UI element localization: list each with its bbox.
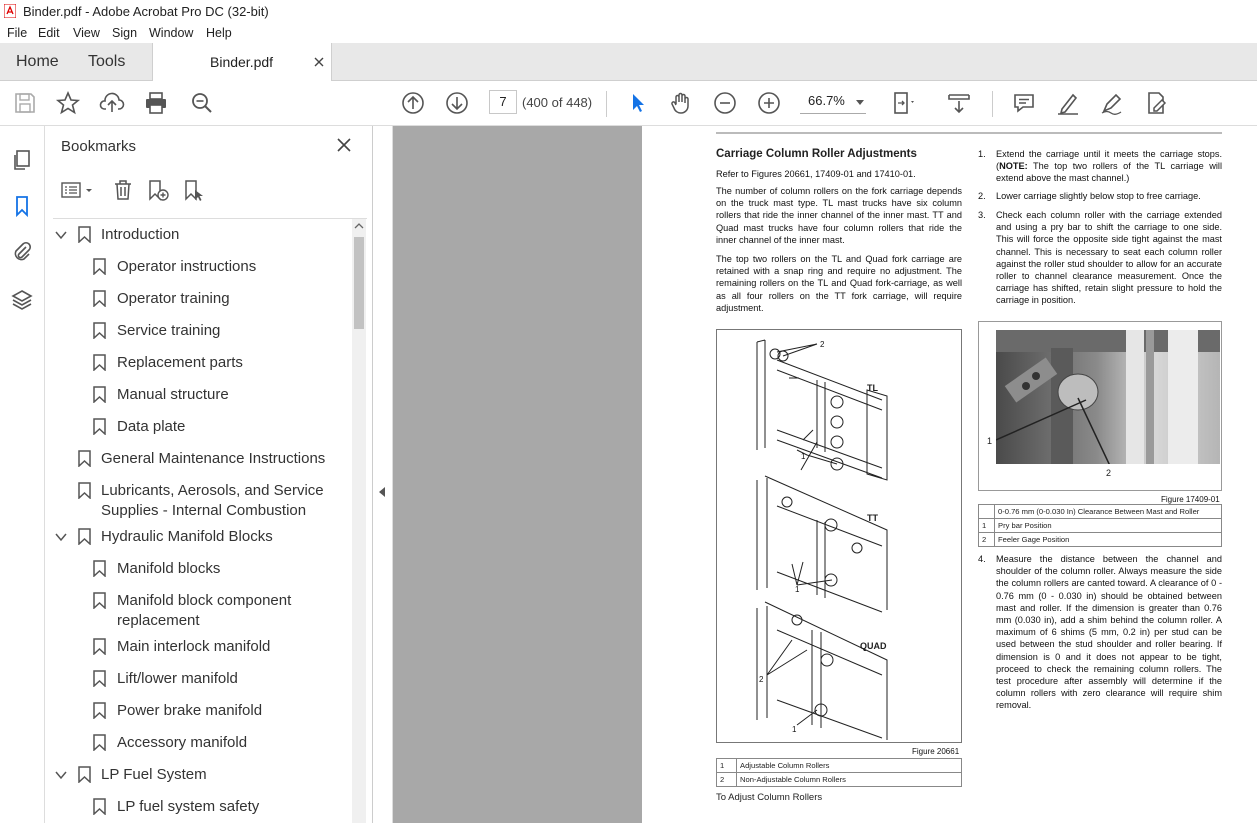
step-number: 3.	[978, 210, 986, 220]
bookmark-icon	[78, 450, 91, 467]
bookmark-replacement-parts[interactable]	[91, 353, 355, 375]
bookmark-introduction[interactable]	[55, 225, 355, 247]
bookmark-lp-fuel-system[interactable]	[55, 765, 355, 787]
menu-view[interactable]: View	[73, 26, 100, 40]
callout-2: 2	[1106, 468, 1112, 478]
bookmark-label: General Maintenance Instructions	[101, 450, 326, 467]
step-number: 2.	[978, 191, 986, 201]
tab-home[interactable]: Home	[16, 53, 59, 70]
pdf-page[interactable]	[642, 126, 1257, 823]
legend-text: Adjustable Column Rollers	[737, 759, 962, 773]
figure-label-tl: TL	[867, 383, 878, 393]
layers-icon[interactable]	[10, 288, 34, 312]
legend-num	[979, 505, 995, 519]
figure-label-tt: TT	[867, 513, 878, 523]
close-panel-icon[interactable]	[335, 136, 353, 154]
bookmark-lp-fuel-safety[interactable]	[91, 797, 355, 819]
step-1-text: Extend the carriage until it meets the carriage stops. (NOTE: The top two rollers of the TL carriage will extend above the mast channel.)	[996, 149, 1222, 184]
figure-20661	[716, 329, 962, 743]
svg-text:1: 1	[795, 585, 800, 594]
bookmark-label: Accessory manifold	[117, 734, 248, 751]
bookmark-icon	[78, 528, 91, 545]
bookmark-icon	[78, 482, 91, 499]
bookmark-label: Lift/lower manifold	[117, 670, 238, 687]
step-4-text: Measure the distance between the channel and shoulder of the column roller. Always measure the side the column rollers are canted toward. A clearance of 0 - 0.76 mm (0 - 0.030 in) should be obtained between mast and roller. If the dimension is greater than 0.76 mm (0.030 in), add a shim behind the column roller. A maximum of 6 shims (5 mm, 0.2 in) per stud can be used between the stud shoulder and roller bearing. If dimension is 0 and it does not appear to be tight, proceed to check the remaining column rollers. The test procedure after assembly will determine if the column rollers with zero clearance will require shim removal.	[996, 554, 1222, 711]
zoom-out-icon[interactable]	[712, 90, 738, 116]
paragraph-2: The top two rollers on the TL and Quad fork carriage are retained with a snap ring and require no adjustment. The remaining rollers on the TL and Quad fork-carriage, as well as all four rollers on the TT fork carriage, will require adjustment.	[716, 254, 962, 313]
scroll-up-icon[interactable]	[354, 222, 364, 230]
svg-text:2: 2	[820, 340, 825, 349]
bookmarks-panel	[45, 126, 373, 823]
bookmark-icon	[93, 734, 106, 751]
menu-window[interactable]: Window	[149, 26, 194, 40]
title-bar	[0, 0, 1257, 23]
figure-caption-20661: Figure 20661	[912, 747, 960, 756]
bookmark-icon	[93, 670, 106, 687]
attachment-icon[interactable]	[10, 240, 34, 264]
bookmark-lift-lower[interactable]	[91, 669, 355, 691]
scroll-mode-icon[interactable]	[946, 90, 972, 116]
figure-label-quad: QUAD	[860, 641, 887, 651]
toolbar	[0, 81, 1257, 126]
bookmark-power-brake[interactable]	[91, 701, 355, 723]
legend-text: 0-0.76 mm (0-0.030 In) Clearance Between Mast and Roller	[995, 505, 1222, 519]
upload-cloud-icon[interactable]	[99, 90, 125, 116]
menu-bar	[0, 23, 1257, 43]
step-3-text: Check each column roller with the carriage extended and using a pry bar to shift the carriage to one side. This will force the opposite side tight against the mast channel. This is necessary to seat each column roller against the roller stud shoulder to allow for an accurate roller to channel clearance measurement. Once the carriage has shifted, retain slight pressure to hold the carriage in position.	[996, 210, 1222, 306]
zoom-search-icon[interactable]	[189, 90, 215, 116]
bookmark-label: Data plate	[117, 418, 186, 435]
bookmark-icon	[78, 226, 91, 243]
bookmark-main-interlock[interactable]	[91, 637, 355, 659]
menu-help[interactable]: Help	[206, 26, 232, 40]
bookmark-properties-icon[interactable]	[181, 178, 205, 202]
page-thumbnails-icon[interactable]	[10, 148, 34, 172]
save-icon[interactable]	[12, 90, 38, 116]
bookmark-icon	[78, 766, 91, 783]
bookmark-label: Main interlock manifold	[117, 638, 271, 655]
bookmark-general-maintenance[interactable]	[75, 449, 365, 471]
step-2-text: Lower carriage slightly below stop to free carriage.	[996, 191, 1201, 201]
bookmark-panel-icon[interactable]	[10, 194, 34, 218]
close-tab-icon[interactable]	[314, 57, 324, 67]
bookmark-icon	[93, 322, 106, 339]
zoom-value: 66.7%	[808, 93, 845, 108]
tab-document[interactable]	[152, 43, 332, 82]
bookmark-label: LP fuel system safety	[117, 798, 260, 815]
bookmark-lubricants[interactable]	[75, 481, 365, 523]
bookmark-label: Operator training	[117, 290, 230, 307]
legend-num: 1	[979, 519, 995, 533]
bookmark-accessory-manifold[interactable]	[91, 733, 355, 755]
bookmark-label: Service training	[117, 322, 221, 339]
bookmark-label: Manual structure	[117, 386, 229, 403]
legend-text: Pry bar Position	[995, 519, 1222, 533]
bookmark-icon	[93, 418, 106, 435]
new-bookmark-icon[interactable]	[145, 178, 169, 202]
legend-text: Feeler Gage Position	[995, 533, 1222, 547]
bookmark-icon	[93, 592, 106, 609]
acrobat-app-icon	[4, 4, 16, 18]
bookmark-data-plate[interactable]	[91, 417, 355, 439]
bookmark-icon	[93, 798, 106, 815]
bookmark-label-line2: Supplies - Internal Combustion	[101, 502, 307, 519]
bookmark-options-icon[interactable]	[61, 178, 95, 202]
figure-17409-legend	[978, 504, 1222, 547]
legend-num: 2	[717, 773, 737, 787]
bookmark-operator-training[interactable]	[91, 289, 355, 311]
zoom-select[interactable]	[800, 90, 866, 114]
comment-icon[interactable]	[1011, 90, 1037, 116]
chevron-down-icon[interactable]	[55, 531, 67, 543]
bookmark-icon	[93, 386, 106, 403]
bookmarks-title: Bookmarks	[61, 138, 137, 155]
menu-sign[interactable]: Sign	[112, 26, 138, 40]
page-fit-icon[interactable]	[890, 90, 916, 116]
figure-17409-01	[978, 321, 1222, 491]
bookmark-manifold-blocks[interactable]	[91, 559, 355, 581]
figure-20661-legend	[716, 758, 962, 787]
bookmark-icon	[93, 258, 106, 275]
step-number: 1.	[978, 149, 986, 159]
bookmark-icon	[93, 560, 106, 577]
bookmark-label: Replacement parts	[117, 354, 243, 371]
page-top-rule	[716, 132, 1222, 134]
bookmark-hydraulic-manifold[interactable]	[55, 527, 355, 549]
tab-tools[interactable]: Tools	[88, 53, 126, 70]
bookmark-icon	[93, 702, 106, 719]
next-page-icon[interactable]	[444, 90, 470, 116]
panel-splitter[interactable]	[373, 126, 393, 823]
chevron-down-icon[interactable]	[55, 769, 67, 781]
bookmark-manifold-component[interactable]	[91, 591, 355, 633]
callout-1: 1	[987, 436, 993, 446]
bookmark-operator-instructions[interactable]	[91, 257, 355, 279]
select-cursor-icon[interactable]	[625, 90, 651, 116]
window-title: Binder.pdf - Adobe Acrobat Pro DC (32-bit)	[23, 4, 269, 19]
svg-text:2: 2	[759, 675, 764, 684]
carriage-diagram	[717, 330, 961, 742]
zoom-in-icon[interactable]	[756, 90, 782, 116]
tab-bar	[0, 43, 1257, 81]
left-rail	[0, 126, 45, 823]
bookmark-manual-structure[interactable]	[91, 385, 355, 407]
bookmark-label: Introduction	[101, 226, 180, 243]
legend-num: 2	[979, 533, 995, 547]
menu-file[interactable]: File	[7, 26, 28, 40]
bookmark-icon	[93, 638, 106, 655]
menu-edit[interactable]: Edit	[38, 26, 60, 40]
bookmark-label: Manifold block component	[117, 592, 292, 609]
scrollbar-thumb[interactable]	[354, 237, 364, 329]
chevron-down-icon[interactable]	[55, 229, 67, 241]
star-icon[interactable]	[55, 90, 81, 116]
bookmark-icon	[93, 354, 106, 371]
hand-tool-icon[interactable]	[668, 90, 694, 116]
edit-pdf-icon[interactable]	[1143, 90, 1169, 116]
collapse-panel-icon[interactable]	[378, 487, 386, 497]
document-background	[393, 126, 642, 823]
bookmark-icon	[93, 290, 106, 307]
section-heading: Carriage Column Roller Adjustments	[716, 148, 917, 160]
figure-footer: To Adjust Column Rollers	[716, 792, 823, 803]
svg-text:1: 1	[801, 452, 806, 461]
bookmark-label: Power brake manifold	[117, 702, 263, 719]
tab-document-label: Binder.pdf	[210, 54, 274, 70]
previous-page-icon[interactable]	[400, 90, 426, 116]
roller-photo	[996, 330, 1220, 464]
bookmark-label: Manifold blocks	[117, 560, 221, 577]
step-number: 4.	[978, 554, 986, 564]
print-icon[interactable]	[143, 90, 169, 116]
figure-caption-17409: Figure 17409-01	[1161, 495, 1220, 504]
chevron-down-icon	[856, 100, 864, 105]
svg-text:1: 1	[792, 725, 797, 734]
paragraph-1: The number of column rollers on the fork carriage depends on the truck mast type. TL mast trucks have six column rollers that ride the inner channel of the inner mast. TT and Quad mast trucks have four column rollers that ride the inner channel of the inner mast.	[716, 186, 962, 245]
bookmark-label: LP Fuel System	[101, 766, 207, 783]
bookmark-service-training[interactable]	[91, 321, 355, 343]
page-count: (400 of 448)	[522, 95, 593, 110]
sign-pen-icon[interactable]	[1099, 90, 1125, 116]
delete-bookmark-icon[interactable]	[111, 178, 135, 202]
page-number-input[interactable]: 7	[489, 90, 517, 114]
highlight-pen-icon[interactable]	[1055, 90, 1081, 116]
bookmark-label: Operator instructions	[117, 258, 257, 275]
bookmark-label-line2: replacement	[117, 612, 200, 629]
legend-num: 1	[717, 759, 737, 773]
bookmark-label: Hydraulic Manifold Blocks	[101, 528, 273, 545]
legend-text: Non-Adjustable Column Rollers	[737, 773, 962, 787]
refer-text: Refer to Figures 20661, 17409-01 and 17410-01.	[716, 169, 916, 179]
bookmark-label: Lubricants, Aerosols, and Service	[101, 482, 324, 499]
